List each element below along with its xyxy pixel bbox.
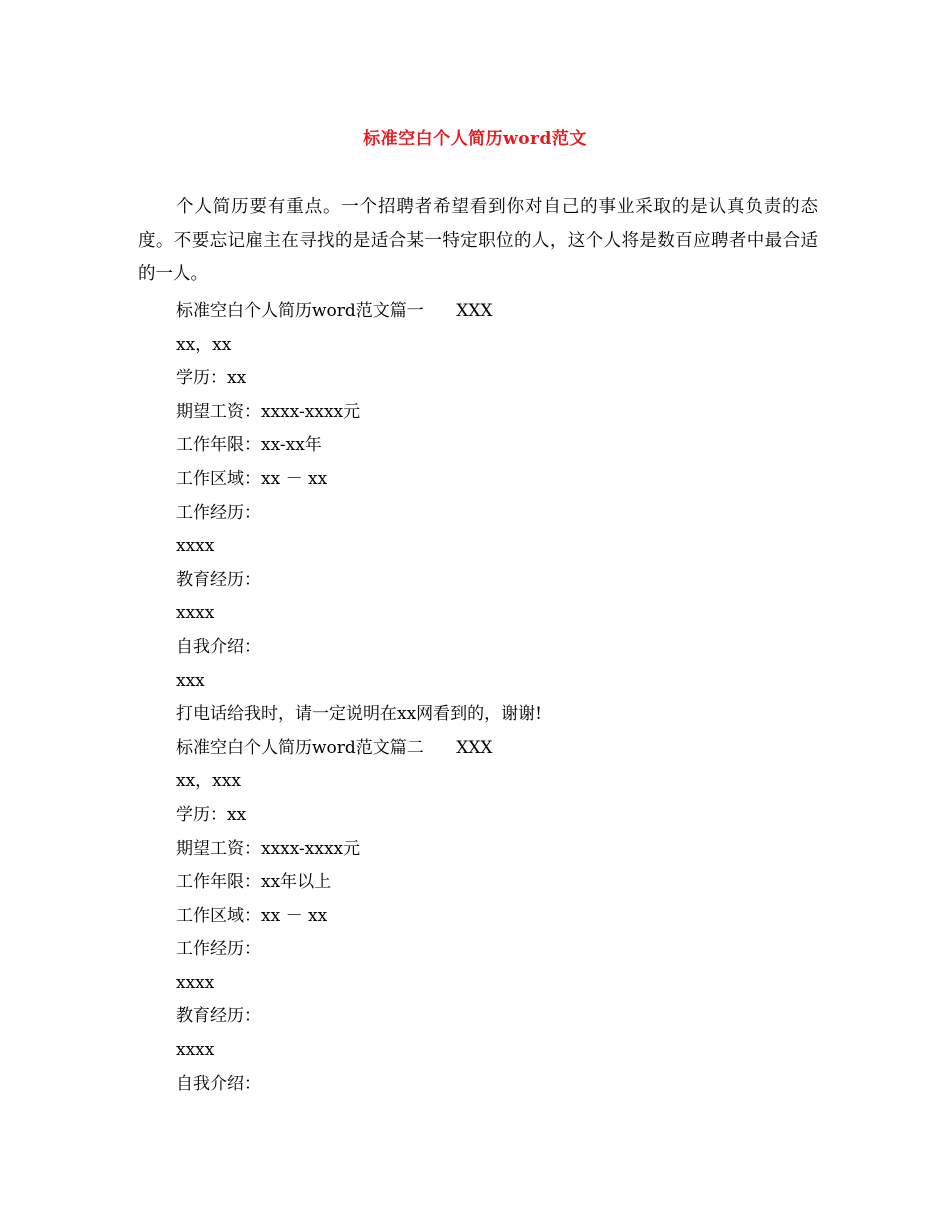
section-heading-1: 标准空白个人简历word范文篇一 XXX	[176, 301, 493, 321]
document-title: 标准空白个人简历word范文	[363, 129, 587, 149]
text-line: 工作经历：	[176, 502, 261, 523]
text-line: 工作经历：	[176, 939, 261, 960]
text-line: 自我介绍：	[176, 636, 261, 657]
text-line: 教育经历：	[176, 569, 261, 590]
text-line: xxxx	[176, 603, 215, 624]
text-line: 期望工资：xxxx-xxxx元	[176, 401, 361, 422]
text-line: 打电话给我时，请一定说明在xx网看到的，谢谢!	[176, 704, 543, 725]
text-line: 学历：xx	[176, 368, 247, 389]
text-line: xxxx	[176, 1040, 215, 1061]
text-line: xx，xx	[176, 334, 232, 355]
text-line: 自我介绍：	[176, 1073, 261, 1094]
text-line: 工作区域：xx － xx	[176, 905, 328, 926]
text-line: 工作区域：xx － xx	[176, 468, 328, 489]
text-line: 工作年限：xx年以上	[176, 872, 332, 893]
text-line: xxx	[176, 670, 205, 691]
text-line: 学历：xx	[176, 804, 247, 825]
text-line: xxxx	[176, 972, 215, 993]
resume-lines	[176, 295, 816, 1101]
text-line: xx，xxx	[176, 771, 241, 792]
text-line: xxxx	[176, 536, 215, 557]
section-heading-2: 标准空白个人简历word范文篇二 XXX	[176, 737, 493, 758]
text-line: 工作年限：xx-xx年	[176, 435, 322, 456]
text-line: 教育经历：	[176, 1006, 261, 1027]
text-line: 期望工资：xxxx-xxxx元	[176, 838, 361, 859]
intro-paragraph: 个人简历要有重点。一个招聘者希望看到你对自己的事业采取的是认真负责的态度。不要忘记雇主在寻找的是适合某一特定职位的人，这个人将是数百应聘者中最合适的一人。	[138, 197, 818, 284]
